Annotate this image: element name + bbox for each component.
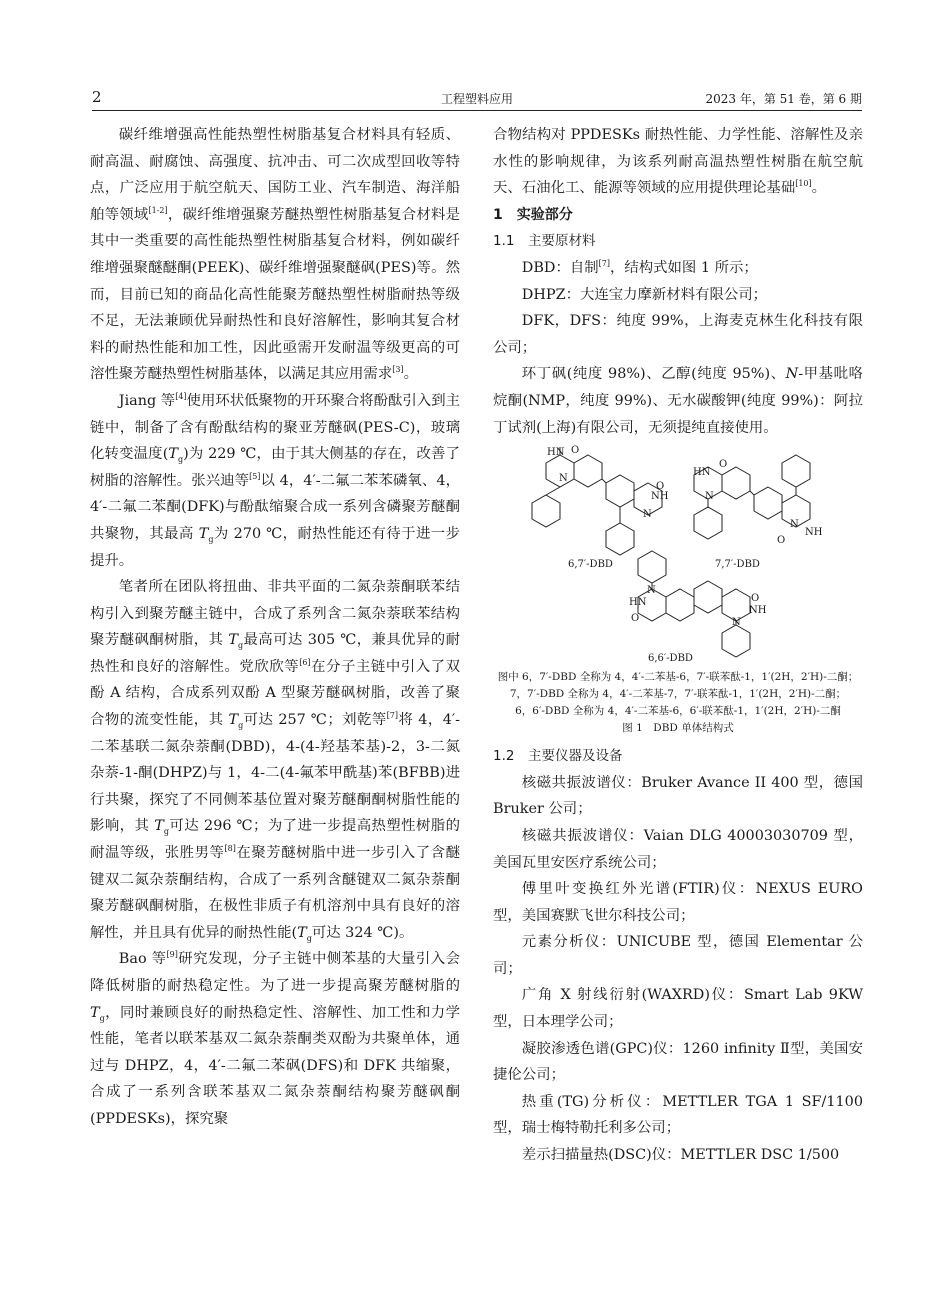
figure-dbd-structures bbox=[493, 447, 863, 665]
equipment-item: 傅里叶变换红外光谱(FTIR)仪：NEXUS EURO 型，美国赛默飞世尔科技公司； bbox=[493, 881, 863, 924]
figure-caption: 图 1 DBD 单体结构式 bbox=[622, 722, 734, 735]
paragraph-team: 笔者所在团队将扭曲、非共平面的二氮杂萘酮联苯结构引入到聚芳醚主链中，合成了系列含二氮杂萘联苯结构聚芳醚砜酮树脂，其 $T_g$最高可达 305 ℃，兼具优异的耐热性和良好的溶解性。党欣欣等[6]在分子主链中引入了双酚 A 结构，合成系列双酚 A 型聚芳醚砜树脂，改善了聚合物的流变性能，其 $T_g$可达 257 ℃；刘乾等[7]将 4，4′-二苯基联二氮杂萘酮(DBD)，4-(4-羟基苯基)-2，3-二氮杂萘-1-酮(DHPZ)与 1，4-二(4-氟苯甲酰基)苯(BFBB)进行共聚，探究了不同侧苯基位置对聚芳醚酮酮树脂性能的影响，其 $T_g$可达 296 ℃；为了进一步提高热塑性树脂的耐温等级，张胜男等[8]在聚芳醚树脂中进一步引入了含醚键双二氮杂萘酮结构，合成了一系列含醚键双二氮杂萘酮聚芳醚砜酮树脂，在极性非质子有机溶剂中具有良好的溶解性，并且具有优异的耐热性能($T_g$可达 324 ℃)。 bbox=[90, 579, 461, 943]
atom-label: N bbox=[559, 473, 568, 485]
atom-label: N bbox=[790, 519, 799, 531]
atom-label: NH bbox=[651, 491, 669, 503]
phenyl-ring bbox=[694, 507, 722, 539]
atom-label: N bbox=[705, 491, 714, 503]
structure-label-77: 7,7′-DBD bbox=[715, 559, 760, 571]
subsection-heading: 1.1 主要原材料 bbox=[493, 233, 596, 250]
figure-note: 7，7′-DBD 全称为 4，4′-二苯基-7，7′-联苯酞-1，1′(2H，2′H)-二酮； bbox=[509, 688, 847, 701]
atom-label: N bbox=[732, 617, 741, 629]
benzo-ring bbox=[574, 455, 602, 487]
benzo-ring bbox=[722, 467, 750, 499]
paragraph-continued: 合物结构对 PPDESKs 耐热性能、力学性能、溶解性及亲水性的影响规律，为该系列耐高温热塑性树脂在航空航天、石油化工、能源等领域的应用提供理论基础[10]。 bbox=[493, 127, 863, 197]
atom-label: HN bbox=[629, 597, 647, 609]
citation[interactable]: [7] bbox=[598, 258, 610, 268]
atom-label: NH bbox=[805, 527, 823, 539]
atom-label: O bbox=[751, 593, 760, 605]
figure-note: 6，6′-DBD 全称为 4，4′-二苯基-6，6′-联苯酞-1，1′(2H，2′H)-二酮 bbox=[515, 705, 841, 718]
atom-label: N bbox=[643, 509, 652, 521]
equipment-item: 核磁共振波谱仪：Bruker Avance II 400 型，德国 Bruker 公司； bbox=[493, 774, 863, 818]
benzo-ring bbox=[754, 487, 782, 519]
right-column bbox=[493, 122, 863, 1169]
structure-label-66: 6,6′-DBD bbox=[648, 653, 693, 665]
atom-label: O bbox=[777, 535, 786, 547]
atom-label: HN bbox=[693, 467, 711, 479]
subsection-heading: 1.2 主要仪器及设备 bbox=[493, 748, 623, 765]
citation[interactable]: [6] bbox=[299, 657, 311, 667]
equipment-item: 凝胶渗透色谱(GPC)仪：1260 infinity Ⅱ型，美国安捷伦公司； bbox=[493, 1040, 863, 1084]
phenyl-ring bbox=[722, 625, 750, 657]
citation[interactable]: [8] bbox=[224, 844, 236, 854]
equipment-item: 核磁共振波谱仪：Vaian DLG 40003030709 型，美国瓦里安医疗系统公司； bbox=[493, 827, 863, 871]
atom-label: O bbox=[571, 445, 580, 457]
phenyl-ring bbox=[782, 455, 810, 487]
material-item: DFK，DFS：纯度 99%，上海麦克林生化科技有限公司； bbox=[493, 313, 863, 356]
figure-notes bbox=[493, 669, 863, 737]
paragraph-intro: 碳纤维增强高性能热塑性树脂基复合材料具有轻质、耐高温、耐腐蚀、高强度、抗冲击、可二次成型回收等特点，广泛应用于航空航天、国防工业、汽车制造、海洋船舶等领域[1-2]，碳纤维增强聚芳醚热塑性树脂基复合材料是其中一类重要的高性能热塑性树脂基复合材料，例如碳纤维增强聚醚醚酮(PEEK)、碳纤维增强聚醚砜(PES)等。然而，目前已知的商品化高性能聚芳醚热塑性树脂耐热等级不足，无法兼顾优异耐热性和良好溶解性，影响其复合材料的耐热性能和加工性，因此亟需开发耐温等级更高的可溶性聚芳醚热塑性树脂基体，以满足其应用需求[3]。 bbox=[90, 127, 460, 383]
atom-label: N bbox=[647, 585, 656, 597]
section-heading: 1 实验部分 bbox=[493, 206, 573, 223]
running-header bbox=[92, 88, 862, 111]
material-item: DHPZ：大连宝力摩新材料有限公司； bbox=[521, 286, 768, 303]
atom-label: O bbox=[656, 481, 665, 493]
figure-note: 图中 6，7′-DBD 全称为 4，4′-二苯基-6，7′-联苯酞-1，1′(2H，2′H)-二酮； bbox=[497, 671, 859, 684]
benzo-ring bbox=[666, 589, 694, 621]
citation[interactable]: [10] bbox=[795, 179, 812, 189]
citation[interactable]: [9] bbox=[166, 950, 178, 960]
structure-label-67: 6,7′-DBD bbox=[568, 559, 613, 571]
phenyl-ring bbox=[606, 523, 634, 555]
equipment-item: 广角 X 射线衍射(WAXRD)仪：Smart Lab 9KW 型，日本理学公司； bbox=[493, 987, 863, 1031]
atom-label: O bbox=[631, 613, 640, 625]
equipment-item: 热重(TG)分析仪：METTLER TGA 1 SF/1100 型，瑞士梅特勒托利多公司； bbox=[493, 1093, 863, 1137]
material-item: DBD：自制[7]，结构式如图 1 所示； bbox=[521, 258, 758, 276]
benzo-ring bbox=[606, 475, 634, 507]
citation[interactable]: [3] bbox=[392, 365, 404, 375]
citation[interactable]: [1-2] bbox=[148, 205, 168, 215]
atom-label: HN bbox=[547, 447, 565, 459]
paragraph-bao: Bao 等[9]研究发现，分子主链中侧苯基的大量引入会降低树脂的耐热稳定性。为了进一步提高聚芳醚树脂的 $T_g$，同时兼顾良好的耐热稳定性、溶解性、加工性和力学性能，笔者以联苯基双二氮杂萘酮类双酚为共聚单体，通过与 DHPZ，4，4′-二氟二苯砜(DFS)和 DFK 共缩聚，合成了一系列含联苯基双二氮杂萘酮结构聚芳醚砜酮(PPDESKs)，探究聚 bbox=[90, 950, 460, 1127]
benzo-ring bbox=[694, 581, 722, 613]
material-item: 环丁砜(纯度 98%)、乙醇(纯度 95%)、N-甲基吡咯烷酮(NMP，纯度 99%)、无水碳酸钾(纯度 99%)：阿拉丁试剂(上海)有限公司，无须提纯直接使用。 bbox=[493, 366, 864, 436]
chemical-structures-drawing bbox=[493, 447, 863, 665]
citation[interactable]: [5] bbox=[249, 471, 261, 481]
journal-name: 工程塑料应用 bbox=[440, 92, 513, 106]
paragraph-jiang: Jiang 等[4]使用环状低聚物的开环聚合将酚酞引入到主链中，制备了含有酚酞结构的聚亚芳醚砜(PES-C)，玻璃化转变温度$(T_g)$为 229 ℃，由于其大侧基的存在，改善了树脂的溶解性。张兴迪等[5]以 4，4′-二氟二苯苯磷氧、4，4′-二氟二苯酮(DFK)与酚酞缩聚合成一系列含磷聚芳醚酮共聚物，其最高 $T_g$为 270 ℃，耐热性能还有待于进一步提升。 bbox=[90, 391, 461, 569]
citation[interactable]: [7] bbox=[386, 711, 399, 721]
citation[interactable]: [4] bbox=[175, 391, 187, 401]
equipment-item: 差示扫描量热(DSC)仪：METTLER DSC 1/500 bbox=[521, 1147, 840, 1164]
equipment-item: 元素分析仪：UNICUBE 型，德国 Elementar 公司； bbox=[493, 934, 863, 977]
atom-label: NH bbox=[749, 605, 767, 617]
phenyl-ring bbox=[638, 551, 666, 583]
phenyl-ring bbox=[532, 495, 560, 527]
page-number: 2 bbox=[92, 88, 102, 106]
atom-label: O bbox=[719, 459, 728, 471]
left-column bbox=[90, 122, 460, 1133]
volume-info: 2023 年，第 51 卷，第 6 期 bbox=[705, 92, 862, 106]
